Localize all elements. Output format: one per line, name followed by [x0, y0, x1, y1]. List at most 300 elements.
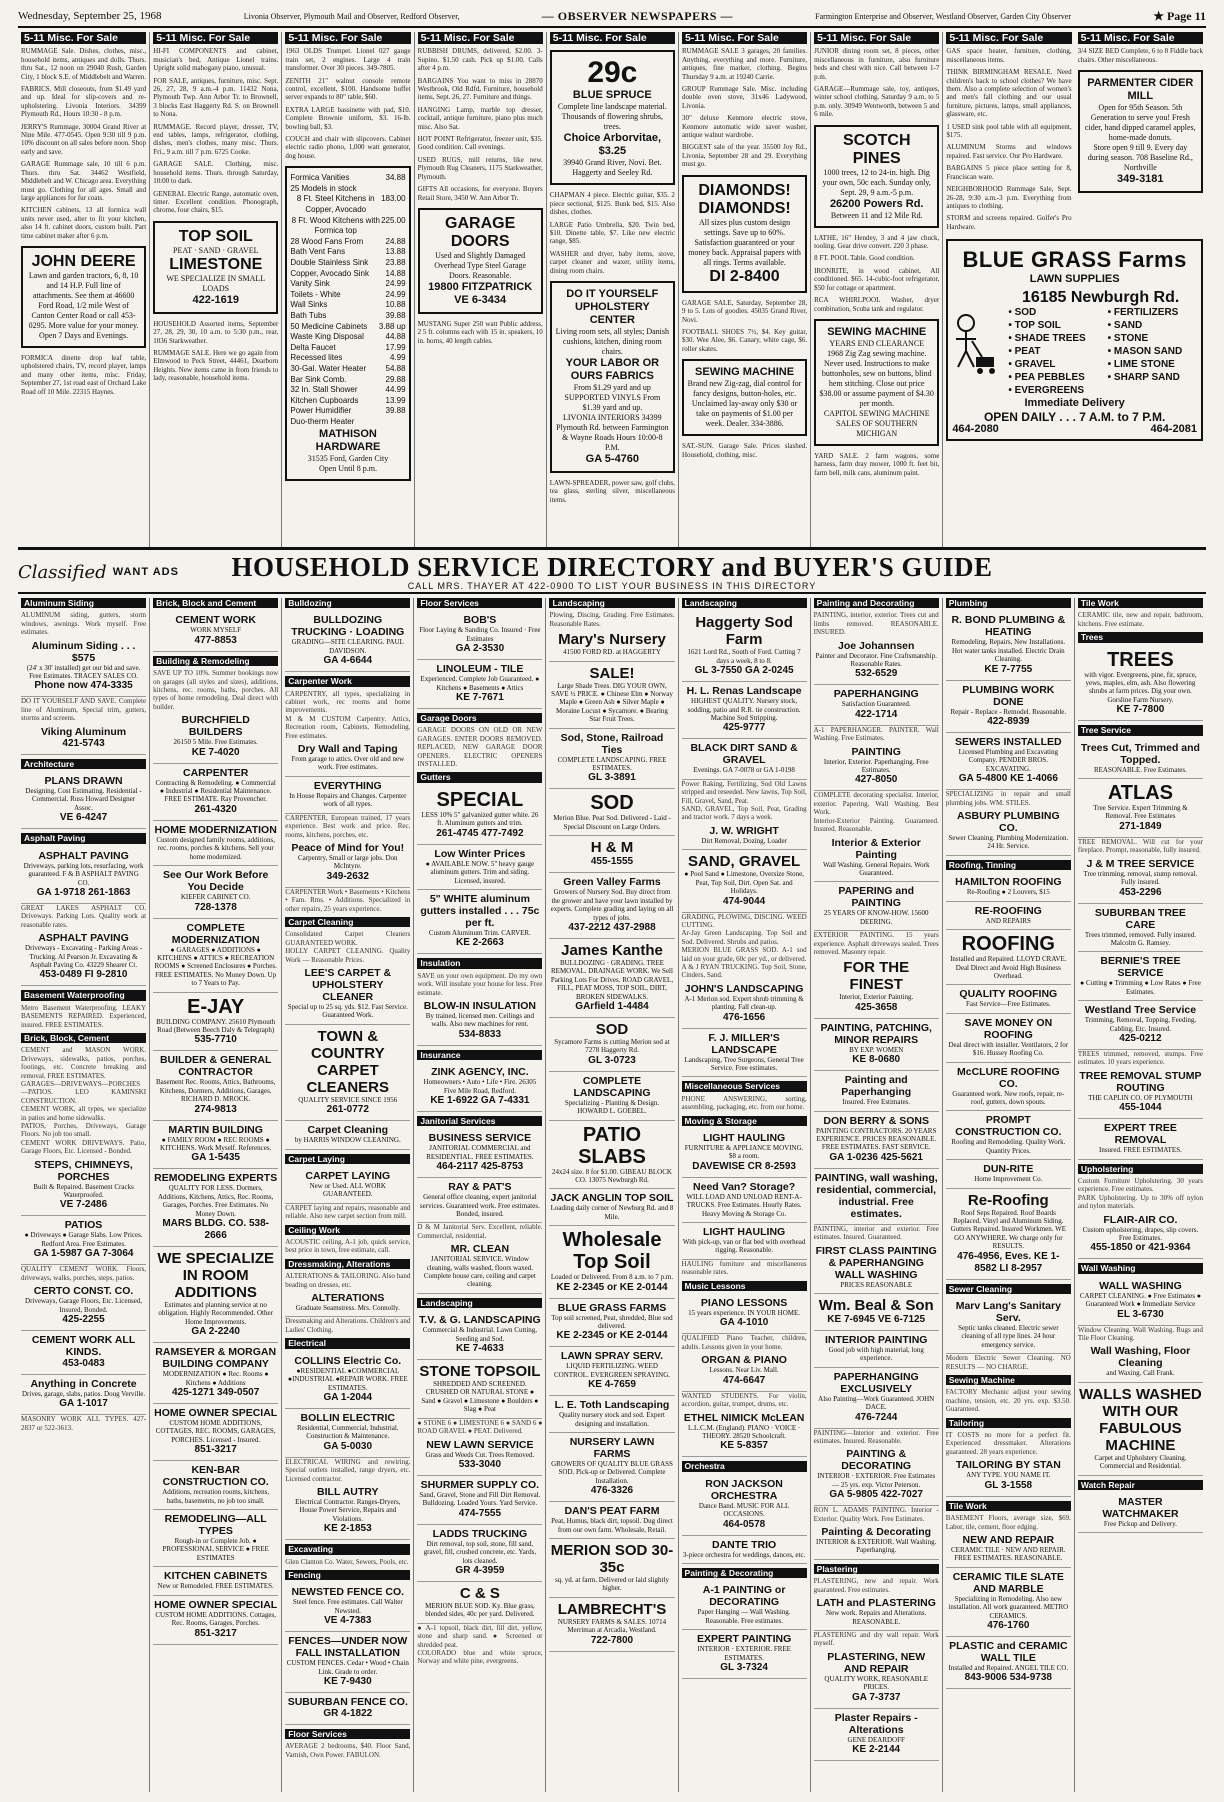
ad-name: Green Valley Farms [563, 876, 661, 889]
directory-ad [1078, 739, 1203, 779]
directory-ad [549, 873, 674, 939]
directory-ad [946, 1160, 1071, 1188]
ad-phone: GA 5-9805 422-7027 [829, 1489, 923, 1501]
price-item: 30-Gal. Water Heater [290, 363, 367, 373]
section-heading: Sewer Cleaning [946, 1284, 1071, 1294]
listing-text: CARPET laying and repairs, reasonable and reliable. Also new carpet section from mill. [285, 1203, 411, 1221]
ad-name: Marv Lang's Sanitary Serv. [955, 1300, 1061, 1324]
listing-text: PARK Upholstering. Up to 30% off nylon and nylon materials. [1077, 1193, 1203, 1211]
directory-ad [946, 1531, 1071, 1568]
directory-ad [682, 1029, 807, 1078]
ad-details: CUSTOM FENCES. Cedar • Wood • Chain Link. Grade to order. [286, 1659, 409, 1676]
logo-word: WANT ADS [112, 566, 179, 578]
ad-phone: KE 7-6945 VE 6-7125 [827, 1314, 926, 1325]
directory-ad [417, 1476, 542, 1525]
classified-ad: 3/4 SIZE BED Complete, 6 to 8 Fiddle back chairs. Other miscellaneous. [1077, 47, 1203, 64]
ad-name: C & S [459, 1584, 500, 1602]
ad-name: PAPERHANGING [833, 688, 919, 701]
product-item: • SHADE TREES [1008, 332, 1086, 344]
classified-ad: JUNIOR dining room set, 8 pieces, other miscellaneous in furniture, also furniture beds and chest with nice. Call between 1-7 p.m. [814, 47, 940, 81]
price-item: 8 Ft. Steel Kitchens in Copper, Avocado [296, 194, 375, 215]
listing-text: SPECIALIZING in repair and small plumbing jobs. WM. STILES. [945, 790, 1071, 807]
classified-column-7 [811, 32, 943, 547]
ad-name: ASPHALT PAVING [38, 932, 129, 945]
ad-name: REMODELING—ALL TYPES [164, 1513, 267, 1538]
classified-column-4 [415, 32, 547, 547]
ad-details: Loaded or Delivered. From 8 a.m. to 7 p.m. [550, 1273, 674, 1282]
ad-phone: KE 7-7755 [984, 663, 1033, 675]
directory-ad [1078, 1067, 1203, 1119]
ad-phone: 474-7555 [458, 1507, 502, 1519]
directory-ad [417, 1436, 542, 1476]
price-value: 44.99 [385, 385, 406, 395]
listing-text: QUALIFIED Piano Teacher, children, adults. Lessons given in your home. [681, 1334, 807, 1351]
ad-address: LIVONIA INTERIORS 34399 Plymouth Rd. between Farmington & Wayne Roads Hours 10:00-8 P.M. [556, 413, 669, 453]
listing-text: A & J RYAN TRUCKING. Top Soil, Stone, Cinders, Sand. [681, 962, 807, 980]
ad-details: ● Driveways ● Garage Slabs. Low Prices. Redford Area. Free Estimates. [24, 1231, 143, 1248]
classified-ad: FOOTBALL SHOES 7½, $4. Key guitar, $30. Wee Alee, $6. Canary, white cage, $6. roller skates. [681, 327, 808, 353]
product-list [1004, 306, 1197, 397]
directory-ad [682, 739, 807, 779]
ad-details: GENE DEARDOFF [847, 1735, 905, 1744]
ad-details: INTERIOR & EXTERIOR. Wall Washing. Paperhanging. [816, 1538, 937, 1555]
ad-phone: 476-1656 [722, 1011, 766, 1023]
ad-details: COMPLETE LANDSCAPING. FREE ESTIMATES. [557, 755, 667, 773]
directory-ad [285, 1289, 410, 1317]
listing-text: TREE REMOVAL. Will cut for your fireplace. Prompt, reasonable, fully insured. [1077, 837, 1203, 855]
ad-title: LIMESTONE [169, 255, 263, 273]
directory-ad [285, 1693, 410, 1725]
directory-ad [1078, 1277, 1203, 1326]
ad-body: All sizes plus custom design settings. Save up to 60%. Satisfaction guaranteed or your money back. Appraisal papers with all rings. Terms available. [688, 217, 801, 267]
directory-ad [1078, 1119, 1203, 1159]
page-number: ★ Page 11 [1153, 8, 1206, 23]
ad-phone: 535-7710 [194, 1034, 237, 1046]
ad-details: Estimates and planning service at no obligation. Highly Recommended. Other Home Improvements. [158, 1301, 273, 1326]
display-ad-diamonds [682, 175, 807, 293]
ad-phone: KE 7-9430 [323, 1676, 372, 1687]
classified-subcolumn-8 [946, 32, 1071, 235]
ad-name: CARPENTER [182, 766, 249, 779]
directory-ad [417, 611, 542, 660]
ad-phone: VE 6-3434 [454, 293, 507, 306]
column-heading: 5-11 Misc. For Sale [153, 32, 278, 44]
directory-ad [814, 1112, 939, 1169]
ad-name: PATIO SLABS [578, 1123, 646, 1168]
ad-name: INTERIOR PAINTING [824, 1334, 928, 1346]
ad-name: PAINTING [851, 745, 901, 758]
listing-text: PAINTING—Interior and exterior. Free estimates. Insured. Reasonable. [813, 1428, 939, 1446]
listing-text: CEMENT and MASON WORK. Driveways, sidewalks, patios, porches, footings, etc. Concrete breaking and removal. FREE ESTIMATES. [21, 1046, 147, 1080]
directory-ad [549, 1433, 674, 1502]
classified-ad: GARAGE SALE, Saturday, September 28, 9 to 5. Lots of goodies. 45035 Grand River, Novi. [681, 298, 808, 324]
ad-name: PAINTING, wall washing, residential, commercial, industrial. Free estimates. [814, 1171, 938, 1220]
directory-ad [285, 1025, 410, 1121]
directory-ad [814, 882, 939, 931]
directory-ad [946, 985, 1071, 1013]
price-row [290, 258, 405, 269]
classified-ad: LAWN-SPREADER, power saw, golf clubs, tea glass, sterling silver, miscellaneous items. [549, 479, 675, 504]
classified-ad: EXTRA LARGE bassinette with pad, $10. Complete Brownie uniform, $3. 16-lb. bowling ball, $3. [285, 105, 411, 131]
ad-subtitle: YOUR LABOR OR OURS FABRICS [565, 357, 660, 383]
listing-text: AVERAGE 2 bedrooms, $40. Floor Sand, Varnish, Own Power. FABULON. [285, 1742, 411, 1759]
directory-ad [946, 733, 1071, 790]
directory-ad [153, 1121, 278, 1170]
price-value: 17.99 [385, 342, 406, 352]
listing-text: Window Cleaning. Wall Washing. Rugs and Tile Floor Cleaning. [1077, 1325, 1203, 1343]
ad-phone: GL 3-7550 GA 2-0245 [694, 665, 794, 677]
ad-phone: 425-1271 349-0507 [172, 1387, 260, 1399]
directory-ad [814, 1368, 939, 1429]
directory-column-4 [414, 598, 546, 1792]
ad-name: EXPERT PAINTING [696, 1633, 792, 1646]
ad-name: F. J. MILLER'S LANDSCAPE [708, 1031, 780, 1056]
ad-name: TOWN & COUNTRY CARPET CLEANERS [306, 1027, 390, 1096]
listing-text: FACTORY Mechanic adjust your sewing machine, tension, etc. 20 yrs. exp. $3.50. Guaranteed. [945, 1388, 1071, 1414]
ad-details: GRADING—SITE CLEARING. PAUL DAVIDSON. [291, 638, 404, 655]
ad-details: Trees trimmed, removed. Fully insured. Malcolm G. Ramsey. [1084, 930, 1196, 947]
directory-ad [814, 834, 939, 883]
listing-text: EXTERIOR PAINTING. 15 years experience. Asphalt driveways sealed. Trees removed. Masonry repair. [813, 931, 939, 956]
ad-name: PAPERING and PAINTING [838, 885, 915, 910]
price-value: 24.88 [385, 236, 406, 246]
ad-details: Specializing in Remodeling. Also new installation. All work guaranteed. METRO CERAMICS. [948, 1594, 1069, 1620]
ad-subtitle: LAWN SUPPLIES [1029, 273, 1120, 286]
ad-name: SALE! [589, 664, 635, 682]
ad-details: LIQUID FERTILIZING. WEED CONTROL. EVERGREEN SPRAYING. [553, 1362, 670, 1379]
ad-name: Plaster Repairs - Alterations [834, 1711, 918, 1736]
display-ad-upholstery-center [550, 281, 675, 473]
listing-text: PLASTERING and dry wall repair. Work myself. [813, 1630, 939, 1648]
price-value: 44.88 [385, 332, 406, 342]
ad-details: Steel fence. Free estimates. Call Walter Newsted. [292, 1598, 403, 1615]
ad-details: Interior, Exterior. Paperhanging. Free Estimates. [823, 757, 929, 775]
ad-details: Residential, Commercial, Industrial. Construction & Maintenance. [296, 1423, 399, 1441]
ad-body: Lawn and garden tractors, 6, 8, 10 and 14 H.P. Full line of attachments. See them at 46600 Ford Road, 1/2 mile West of Canton Center Road or call 453-0295. More value for your money. Open 7 Days and Evenings. [28, 270, 139, 340]
ad-name: SAVE MONEY ON ROOFING [964, 1016, 1053, 1041]
directory-ad [285, 839, 410, 888]
ad-title: SEWING MACHINE [695, 366, 795, 379]
ad-name: PLASTERING, NEW AND REPAIR [827, 1650, 926, 1675]
listing-text: ● STONE 6 ● LIMESTONE 6 ● SAND 6 ● ROAD GRAVEL ● PEAT. Delivered. [417, 1418, 543, 1436]
section-heading: Upholstering [1078, 1164, 1203, 1174]
classified-ad: BIGGEST sale of the year. 35500 Joy Rd., Livonia, September 28 and 29. Everything must go. [681, 143, 808, 169]
classified-ad: JERRY'S Rummage, 30004 Grand River at Nine Mile. 477-0545. Open 9:30 till 9 p.m. 10% discount on all sales before noon. Shop early and save. [21, 122, 147, 156]
classified-ad: ALUMINUM Storms and windows repaired. Fast service. Our Pro Hardware. [946, 143, 1072, 160]
ad-details: Top soil screened, Peat, shredded, Blue sod delivered. [551, 1313, 673, 1330]
classified-ad: GARAGE Rummage sale, 10 till 6 p.m. Thurs. thru Sat. 34462 Westfield, Middlebelt and W. Chicago area. Everything must go. Clothing for all ages. Small and large appliances for fur coats. [21, 160, 147, 202]
ad-name: Trees Cut, Trimmed and Topped. [1080, 741, 1200, 766]
directory-ad [153, 866, 278, 918]
ad-name: RAY & PAT'S [448, 1181, 512, 1194]
ad-name: PLASTIC and CERAMIC WALL TILE [949, 1639, 1068, 1664]
price-item: Waste King Disposal [290, 332, 364, 342]
ad-details: Custom upholstering, drapes, slip covers. Free Estimates. [1082, 1225, 1199, 1242]
ad-name: Painting and Paperhanging [841, 1074, 912, 1099]
ad-name: PROMPT CONSTRUCTION CO. [955, 1114, 1062, 1139]
directory-ad [417, 1178, 542, 1223]
ad-name: FLAIR-AIR CO. [1103, 1213, 1178, 1226]
ad-name: SAND, GRAVEL [687, 853, 801, 871]
ad-details: (24' x 30' installed) get our bid and save. Free Estimates. TRACEY SALES CO. [26, 663, 141, 681]
section-heading: Insurance [417, 1050, 542, 1060]
ad-details: FURNITURE & APPLIANCE MOVING. $8 a room. [684, 1144, 804, 1161]
ad-details: WORK MYSELF [190, 626, 242, 635]
directory-title: HOUSEHOLD SERVICE DIRECTORY and BUYER'S GUIDE [231, 552, 993, 582]
directory-column-2 [150, 598, 282, 1792]
ad-details: Carpentry, Small or large jobs. Don McIntyre. [298, 853, 398, 871]
ad-phone: 437-2212 437-2988 [568, 921, 656, 933]
directory-ad [814, 1019, 939, 1071]
ad-details: Commercial & Industrial. Lawn Cutting, Seeding and Sod. [422, 1326, 538, 1343]
directory-ad [153, 1343, 278, 1404]
listing-text: RON L. ADAMS PAINTING. Interior - Exterior. Quality Work. Free Estimates. [813, 1506, 939, 1523]
directory-ad [946, 1297, 1071, 1354]
ad-phone: 464-2081 [1150, 422, 1197, 435]
directory-ad [946, 930, 1071, 985]
directory-ad [417, 890, 542, 954]
directory-ad [682, 1223, 807, 1260]
classified-ad: HANGING Lamp, marble top dresser, cocktail, antique furniture, piano plus much misc. Also Sat. [417, 105, 543, 131]
ad-phone: 476-4956, Eves. KE 1-8582 LI 8-2957 [957, 1250, 1060, 1274]
ad-phone: 477-8853 [194, 634, 237, 646]
directory-ad [549, 1502, 674, 1539]
ad-details: Growers of Nursery Sod. Buy direct from the grower and have your lawn installed by experts. Complete grading and laying on all types of jobs. [550, 888, 674, 922]
ad-name: COLLINS Electric Co. [294, 1354, 402, 1367]
ad-name: Joe Johannsen [837, 639, 915, 652]
classified-ad: LARGE Patio Umbrella, $20. Twin bed, $10. Dinette table, $7. Like new electric range, $85. [549, 220, 675, 246]
section-heading: Excavating [285, 1544, 410, 1554]
listing-text: MASONRY WORK ALL TYPES. 427-2837 or 522-3613. [21, 1415, 147, 1432]
ad-phone: GA 1-0236 425-5621 [829, 1151, 923, 1163]
ad-name: HAMILTON ROOFING [955, 876, 1062, 889]
ad-phone: GA 1-1017 [59, 1398, 108, 1410]
ad-details: Insured. Free Estimates. [842, 1098, 911, 1107]
ad-name: ZINK AGENCY, INC. [431, 1066, 529, 1079]
ad-details: Tree Service. Expert Trimming & Removal. Free Estimates [1093, 804, 1188, 821]
ad-name: Re-Roofing [967, 1191, 1049, 1209]
ad-details: Wall Washing. General Repairs. Work Guaranteed. [822, 860, 930, 877]
classified-ad: STORM and screens repaired. Golfer's Pro Hardware. [946, 214, 1072, 231]
listing-text: ELECTRICAL WIRING and rewiring. Special outlets installed, range dryers, etc. Licensed contractor. [285, 1457, 411, 1483]
directory-ad [153, 1247, 278, 1343]
directory-ad [153, 919, 278, 993]
ad-title: JOHN DEERE [31, 252, 136, 270]
ad-phone: 851-3217 [194, 1627, 237, 1639]
section-heading: Garage Doors [417, 713, 542, 723]
ad-name: PAPERHANGING EXCLUSIVELY [833, 1370, 919, 1395]
ad-details: SHREDDED AND SCREENED. CRUSHED OR NATURAL STONE ● Sand ● Gravel ● Limestone ● Boulders ● Slag ● Peat [421, 1380, 539, 1414]
ad-details: From garage to attics. Over old and new work. Free estimates. [291, 755, 405, 772]
directory-ad [21, 1282, 146, 1331]
ad-name: MERION SOD 30-35c [550, 1542, 674, 1577]
ad-details: Drives, garage, slabs, patios. Doug Verville. [22, 1389, 146, 1398]
ad-name: TREES [1107, 648, 1174, 671]
ad-details: sq. yd. at farm. Delivered or laid slightly higher. [555, 1576, 669, 1593]
price-row [290, 290, 405, 301]
ad-name: BOB'S [463, 614, 497, 627]
listing-text: HOLLY CARPET CLEANING. Quality Work — Reasonable Prices. [285, 947, 411, 964]
ad-name: T.V. & G. LANDSCAPING [419, 1314, 541, 1327]
service-directory [18, 598, 1206, 1792]
ad-details: Good job with high material, long experience. [828, 1346, 924, 1363]
directory-ad [682, 1536, 807, 1564]
section-heading: Music Lessons [682, 1281, 807, 1291]
price-row [290, 396, 405, 407]
price-row [290, 194, 405, 215]
ad-title: PARMENTER CIDER MILL [1087, 77, 1194, 103]
ad-phone: KE 2-2345 or KE 2-0144 [556, 1281, 668, 1293]
directory-ad [946, 1189, 1071, 1280]
listing-text: CARPENTER, European trained, 17 years experience. Best work and price. Rec. rooms, kitchens, porches, etc. [285, 813, 411, 839]
ad-name: PLANS DRAWN [44, 775, 123, 788]
ad-name: WALL WASHING [1099, 1279, 1182, 1292]
price-item: Bath Tubs [290, 311, 327, 320]
ad-name: ORGAN & PIANO [701, 1354, 787, 1367]
price-value: 183.00 [381, 194, 406, 204]
ad-phone: MARS BLDG. CO. 538-2666 [162, 1218, 269, 1241]
ad-phone: GR 4-3959 [455, 1564, 505, 1576]
display-ad-blue-grass-farms [946, 239, 1203, 441]
ad-body: From $1.29 yard and up SUPPORTED VINYLS From $1.39 yard and up. [564, 383, 661, 413]
directory-ad [153, 1169, 278, 1247]
listing-text: GARAGES—DRIVEWAYS—PORCHES—PATIOS. LEO KAMINSKI CONSTRUCTION. [21, 1080, 147, 1105]
ad-details: KIEFER CABINET CO. [180, 893, 251, 902]
ad-details: Experienced. Complete Job Guaranteed. ● Kitchens ● Basements ● Attics [420, 675, 540, 692]
ad-details: Custom Aluminum Trim. CARVER. [428, 928, 531, 937]
ad-name: LATH and PLASTERING [816, 1597, 936, 1610]
classified-ad: YARD SALE. 2 farm wagons, some harness, farm dray mower, 1000 ft. feet bit, farm bell, milk cans, aluminum paint. [814, 451, 940, 477]
column-heading: 5-11 Misc. For Sale [814, 32, 939, 44]
ad-body: Used and Slightly Damaged Overhead Type Steel Garage Doors. Reasonable. [434, 250, 527, 280]
classified-ad: BARGAINS You want to miss in 28870 Westbrook, Old Rdfd, Furniture, household items, Sept. 26, 27. Furniture and things. [417, 76, 543, 102]
classified-ad: KITCHEN cabinets, 13 all formica wall units never used, alter to fit your kitchen, also 14 ft. cabinet doors, custom built. Part time cabinet maker after 6 p.m. [21, 206, 147, 240]
ad-phone: GA 2-3530 [455, 643, 505, 655]
ad-name: EXPERT TREE REMOVAL [1103, 1122, 1177, 1147]
directory-ad [417, 997, 542, 1046]
price-value: 4.99 [389, 353, 406, 363]
ad-details: Deal direct with installer. Ventilators, 2 for $16. Hussey Roofing Co. [948, 1040, 1069, 1058]
listing-text: QUALITY CEMENT WORK. Floors, driveways, walks, porches, steps, patios. [21, 1265, 147, 1282]
ad-details: Landscaping, Tree Surgeons, General Tree Service. Free estimates. [684, 1055, 804, 1072]
running-header [18, 6, 1206, 28]
price-item: Double Stainless Sink [290, 258, 369, 268]
ad-details: Satisfaction Guaranteed. [841, 700, 911, 709]
ad-name: TAILORING BY STAN [955, 1459, 1061, 1472]
ad-name: WALLS WASHED WITH OUR FABULOUS MACHINE [1079, 1385, 1202, 1454]
ad-name: JOHN'S LANDSCAPING [684, 982, 804, 995]
ad-footer: CAPITOL SEWING MACHINE SALES OF SOUTHERN MICHIGAN [823, 408, 930, 438]
ad-name: Aluminum Siding . . . $575 [31, 639, 136, 664]
directory-ad [549, 1226, 674, 1298]
section-heading: Tailoring [946, 1418, 1071, 1428]
ad-name: DAN'S PEAT FARM [564, 1505, 660, 1518]
ad-name: BLUE GRASS FARMS [557, 1301, 667, 1314]
directory-ad [285, 1483, 410, 1540]
ad-details: Fast Service—Free Estimates. [966, 1000, 1051, 1009]
section-heading: Plumbing [946, 598, 1071, 608]
ad-details: ● FAMILY ROOM ● REC ROOMS ● KITCHENS. Work Myself. References. [160, 1135, 272, 1152]
directory-ad [21, 637, 146, 698]
directory-ad [682, 1630, 807, 1679]
directory-ad [682, 822, 807, 850]
ad-phone: GA 1-9718 261-1863 [36, 886, 131, 898]
ad-name: Dry Wall and Taping [297, 743, 398, 756]
ad-phone: VE 4-7383 [324, 1615, 372, 1627]
ad-details: Driveways, Garage Floors, Etc. Licensed, Insured, Bonded. [25, 1297, 143, 1314]
directory-ad [285, 611, 410, 672]
ad-details: 3-piece orchestra for weddings, dances, etc. [682, 1550, 806, 1559]
classified-ad: RCA WHIRLPOOL Washer, dryer combination, Scuba tank and regulator. [814, 296, 940, 313]
directory-ad [682, 1178, 807, 1223]
directory-ad [153, 1051, 278, 1120]
ad-title: BLUE SPRUCE [572, 89, 652, 102]
directory-ad [549, 1598, 674, 1652]
classified-ad: WASHER and dryer, baby items, stove, carpet cleaner and waxer, utility items, dining room chairs. [549, 249, 675, 275]
ad-body: 1000 trees, 12 to 24-in. high. Dig your own, 50c each. Sunday only, Sept. 29, 9 a.m.-5 p.m. [822, 167, 931, 197]
price-value: 23.88 [385, 258, 406, 268]
ad-name: SOD [590, 792, 634, 815]
ad-name: COMPLETE MODERNIZATION [171, 921, 260, 946]
directory-ad [946, 611, 1071, 680]
section-heading: Tile Work [946, 1501, 1071, 1511]
directory-masthead [18, 552, 1206, 594]
ad-name: HOME OWNER SPECIAL [154, 1407, 278, 1420]
directory-ad [21, 1331, 146, 1375]
listing-text: WANTED STUDENTS. For violin, accordion, guitar, trumpet, drums, etc. [681, 1391, 807, 1409]
ad-phone: Phone now 474-3335 [34, 680, 133, 692]
ad-name: NEW LAWN SERVICE [426, 1438, 534, 1451]
ad-phone: EL 3-6730 [1117, 1308, 1164, 1320]
ad-details: PAINTING CONTRACTORS. 20 YEARS EXPERIENCE. PRICES REASONABLE. FREE ESTIMATES. FAST SERVICE. [816, 1126, 937, 1152]
ad-name: CEMENT WORK [175, 614, 256, 627]
ad-details: CUSTOM HOME ADDITIONS, COTTAGES, REC. ROOMS, GARAGES, PORCHES. Licensed - Insured. [155, 1419, 276, 1444]
section-heading: Moving & Storage [682, 1116, 807, 1126]
ad-details: 41500 FORD RD. at HAGGERTY [563, 648, 661, 657]
directory-ad [285, 777, 410, 814]
ad-details: Electrical Contractor. Ranges-Dryers, House Power Service, Repairs and Violations. [295, 1497, 401, 1523]
ad-name: J & M TREE SERVICE [1086, 857, 1195, 870]
classified-subcolumn-9 [1078, 32, 1203, 235]
ad-details: WILL LOAD AND UNLOAD RENT-A-TRUCKS. Free Estimates. Hourly Rates. Heavy Moving & Storage Co. [686, 1192, 802, 1218]
section-heading: Floor Services [417, 598, 542, 608]
section-heading: Carpet Laying [285, 1154, 410, 1164]
price-item: Toilets - White [290, 289, 341, 299]
ad-name: LINOLEUM - TILE [436, 663, 524, 676]
directory-ad [1078, 1342, 1203, 1382]
ad-title: DO IT YOURSELF UPHOLSTERY CENTER [566, 288, 659, 327]
price-item: Delta Faucet [290, 342, 336, 352]
directory-ad [417, 786, 542, 845]
ad-details: QUALITY FOR LESS. Dormers, Additions, Kitchens, Attics, Rec. Rooms, Garages, Porches. Free Estimates. No Money Down. [158, 1184, 274, 1218]
ad-details: QUALITY WORK, REASONABLE PRICES. [824, 1674, 929, 1692]
ad-name: 5" WHITE aluminum gutters installed . . . 75c per ft. [420, 892, 540, 929]
ad-details: JANITORIAL SERVICE. Window cleaning, walls washed, floors waxed. Complete house care, ceiling and carpet cleaning. [423, 1255, 536, 1289]
directory-ad [814, 1294, 939, 1331]
ad-subtitle: YEARS END CLEARANCE [829, 338, 925, 348]
directory-ad [285, 1352, 410, 1409]
ad-name: Peace of Mind for You! [291, 841, 405, 854]
ad-name: QUALITY ROOFING [959, 988, 1058, 1001]
ad-details: Free Pickup and Delivery. [1103, 1520, 1177, 1529]
ad-phone: 476-3326 [590, 1485, 634, 1497]
ad-name: KITCHEN CABINETS [164, 1570, 268, 1583]
classified-ad: 30" deluxe Kenmore electric stove, Kenmore automatic wide saver washer, antique walnut wardrobe. [681, 114, 808, 140]
listing-text: Plowing, Discing, Grading. Free Estimates. Reasonable Rates. [549, 611, 675, 628]
directory-ad [1078, 904, 1203, 953]
ad-details: By trained, licensed men. Ceilings and walls. Also new machines for rent. [425, 1011, 535, 1029]
ad-phone: 534-8833 [458, 1028, 502, 1040]
